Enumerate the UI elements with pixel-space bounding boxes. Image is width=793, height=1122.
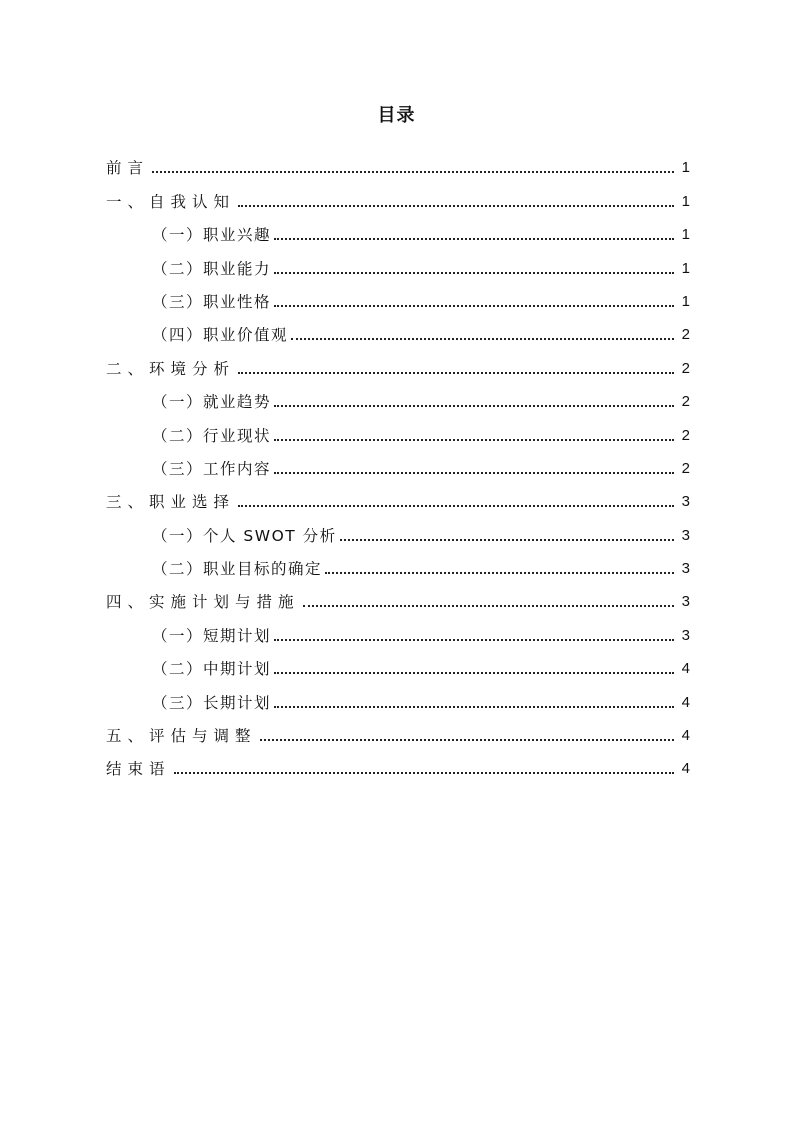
toc-list — [106, 145, 690, 779]
toc-dot-leader — [325, 572, 674, 574]
toc-entry[interactable] — [106, 512, 690, 545]
toc-entry-label: （三）职业性格 — [152, 292, 272, 311]
toc-entry[interactable] — [106, 279, 690, 312]
toc-dot-leader — [303, 605, 674, 607]
toc-entry-label: 三、职业选择 — [106, 493, 236, 512]
toc-dot-leader — [274, 405, 674, 407]
toc-entry-label: （二）职业能力 — [152, 259, 272, 278]
toc-entry-page-number: 3 — [681, 560, 690, 578]
toc-dot-leader — [238, 205, 674, 207]
toc-entry[interactable] — [106, 345, 690, 378]
toc-entry[interactable] — [106, 446, 690, 479]
toc-entry-page-number: 3 — [681, 626, 690, 644]
toc-entry[interactable] — [106, 412, 690, 445]
toc-entry-page-number: 3 — [681, 493, 690, 511]
toc-entry-label: （三）工作内容 — [152, 459, 272, 478]
toc-entry-label: 四、实施计划与措施 — [106, 593, 300, 612]
toc-entry[interactable] — [106, 746, 690, 779]
toc-entry-label: （一）短期计划 — [152, 626, 272, 645]
toc-dot-leader — [152, 171, 674, 173]
toc-dot-leader — [260, 739, 674, 741]
toc-entry-page-number: 3 — [681, 526, 690, 544]
toc-entry-label: （一）职业兴趣 — [152, 226, 272, 245]
toc-entry-page-number: 4 — [681, 660, 690, 678]
toc-entry-page-number: 4 — [681, 727, 690, 745]
toc-entry-label: （一）就业趋势 — [152, 393, 272, 412]
toc-entry[interactable] — [106, 612, 690, 645]
toc-entry-page-number: 1 — [681, 226, 690, 244]
toc-entry-label: 结束语 — [106, 760, 171, 779]
toc-dot-leader — [274, 639, 674, 641]
toc-entry-page-number: 2 — [681, 326, 690, 344]
toc-entry-page-number: 2 — [681, 426, 690, 444]
toc-entry[interactable] — [106, 579, 690, 612]
toc-entry-page-number: 4 — [681, 693, 690, 711]
toc-title: 目录 — [377, 105, 416, 126]
toc-entry-label: （二）中期计划 — [152, 660, 272, 679]
toc-dot-leader — [340, 539, 674, 541]
toc-entry[interactable] — [106, 679, 690, 712]
toc-entry-label: （二）职业目标的确定 — [152, 560, 323, 579]
toc-entry-page-number: 3 — [681, 593, 690, 611]
toc-entry[interactable] — [106, 546, 690, 579]
toc-dot-leader — [274, 439, 674, 441]
toc-entry[interactable] — [106, 479, 690, 512]
toc-entry-page-number: 1 — [681, 259, 690, 277]
toc-entry-label: （三）长期计划 — [152, 693, 272, 712]
toc-dot-leader — [291, 338, 674, 340]
toc-entry[interactable] — [106, 212, 690, 245]
toc-dot-leader — [274, 238, 674, 240]
toc-entry-label: （二）行业现状 — [152, 426, 272, 445]
toc-dot-leader — [274, 706, 674, 708]
toc-entry[interactable] — [106, 713, 690, 746]
toc-entry[interactable] — [106, 178, 690, 211]
toc-entry[interactable] — [106, 312, 690, 345]
toc-entry[interactable] — [106, 646, 690, 679]
toc-entry-page-number: 1 — [681, 192, 690, 210]
toc-dot-leader — [238, 505, 674, 507]
toc-entry-label: 一、自我认知 — [106, 192, 236, 211]
toc-entry[interactable] — [106, 379, 690, 412]
toc-dot-leader — [274, 672, 674, 674]
toc-entry-label: （一）个人 SWOT 分析 — [152, 526, 337, 545]
toc-entry-page-number: 1 — [681, 292, 690, 310]
toc-dot-leader — [174, 772, 674, 774]
toc-dot-leader — [238, 372, 674, 374]
toc-entry-label: （四）职业价值观 — [152, 326, 289, 345]
toc-dot-leader — [274, 305, 674, 307]
toc-entry-label: 二、环境分析 — [106, 359, 236, 378]
toc-entry-page-number: 2 — [681, 459, 690, 477]
toc-entry-label: 五、评估与调整 — [106, 727, 257, 746]
toc-entry-label: 前言 — [106, 159, 150, 178]
toc-entry-page-number: 1 — [681, 159, 690, 177]
toc-entry[interactable] — [106, 145, 690, 178]
toc-entry-page-number: 4 — [681, 760, 690, 778]
toc-entry-page-number: 2 — [681, 393, 690, 411]
toc-dot-leader — [274, 472, 674, 474]
toc-dot-leader — [274, 272, 674, 274]
toc-entry[interactable] — [106, 245, 690, 278]
toc-entry-page-number: 2 — [681, 359, 690, 377]
